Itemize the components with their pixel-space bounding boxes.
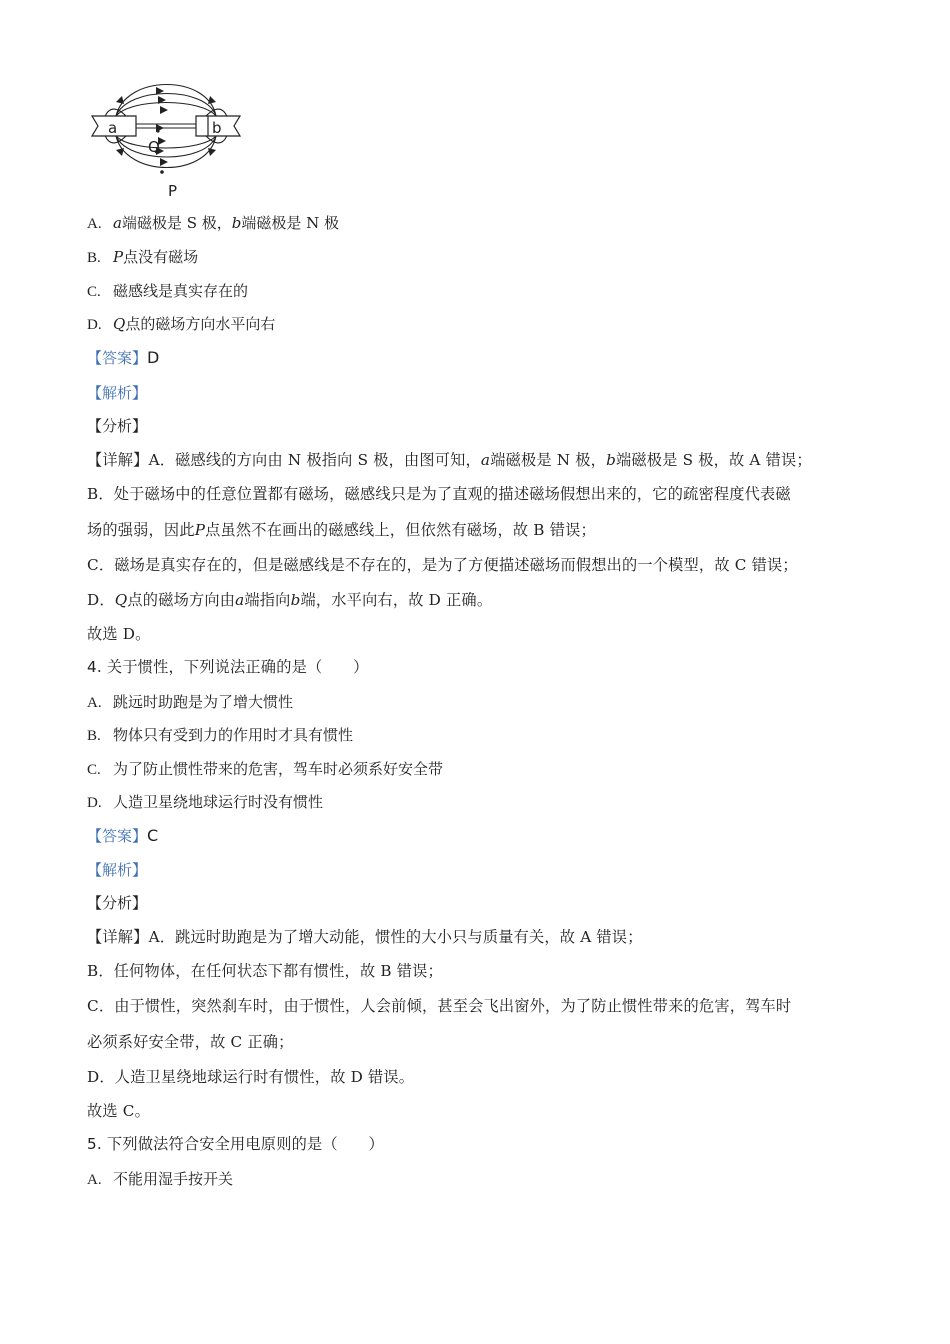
q4-option-b: B. 物体只有受到力的作用时才具有惯性 <box>87 726 354 744</box>
q5-option-a: A. 不能用湿手按开关 <box>87 1170 234 1188</box>
q3-detail-c: C．磁场是真实存在的，但是磁感线是不存在的，是为了方便描述磁场而假想出的一个模型，故 C 错误； <box>87 556 798 574</box>
q4-detail-a: 【详解】A．跳远时助跑是为了增大动能，惯性的大小只与质量有关，故 A 错误； <box>87 928 643 946</box>
q3-option-b: B. P点没有磁场 <box>87 248 199 266</box>
label-p: P <box>168 182 178 200</box>
q3-option-d: D. Q点的磁场方向水平向右 <box>87 315 276 333</box>
q4-option-a: A. 跳远时助跑是为了增大惯性 <box>87 693 294 711</box>
label-q: Q <box>148 138 160 156</box>
q3-detail-b-line2: 场的强弱，因此P点虽然不在画出的磁感线上，但依然有磁场，故 B 错误； <box>87 521 596 539</box>
label-a: a <box>108 119 118 137</box>
q3-detail-d: D．Q点的磁场方向由a端指向b端，水平向右，故 D 正确。 <box>87 591 493 609</box>
magnet-b <box>196 116 240 137</box>
field-line <box>116 136 216 148</box>
q4-detail-b: B．任何物体，在任何状态下都有惯性，故 B 错误； <box>87 962 443 980</box>
q4-conclusion: 故选 C。 <box>87 1102 151 1120</box>
q5-stem: 5. 下列做法符合安全用电原则的是（ ） <box>87 1135 384 1153</box>
q3-detail-a: 【详解】A．磁感线的方向由 N 极指向 S 极，由图可知，a端磁极是 N 极，b端磁极是 S 极，故 A 错误； <box>87 451 812 469</box>
q4-detail-d: D．人造卫星绕地球运行时有惯性，故 D 错误。 <box>87 1068 415 1086</box>
q4-jiexi-heading: 【解析】 <box>87 861 148 879</box>
q3-detail-b-line1: B．处于磁场中的任意位置都有磁场，磁感线只是为了直观的描述磁场假想出来的，它的疏密程度代表磁 <box>87 485 791 503</box>
q4-detail-c-line2: 必须系好安全带，故 C 正确； <box>87 1033 294 1051</box>
q3-option-c: C. 磁感线是真实存在的 <box>87 282 249 300</box>
field-line <box>116 94 216 117</box>
q3-jiexi-heading: 【解析】 <box>87 384 148 402</box>
q3-option-a: A. a端磁极是 S 极，b端磁极是 N 极 <box>87 214 340 232</box>
magnet-a <box>92 116 136 137</box>
field-line <box>116 136 216 157</box>
q3-answer: 【答案】D <box>87 348 160 367</box>
q4-answer: 【答案】C <box>87 826 159 845</box>
q3-conclusion: 故选 D。 <box>87 625 151 643</box>
q4-stem: 4. 关于惯性，下列说法正确的是（ ） <box>87 658 369 676</box>
q4-option-d: D. 人造卫星绕地球运行时没有惯性 <box>87 793 324 811</box>
q4-fenxi-heading: 【分析】 <box>87 894 148 912</box>
label-b: b <box>212 119 222 137</box>
q3-fenxi-heading: 【分析】 <box>87 417 148 435</box>
q4-detail-c-line1: C．由于惯性，突然刹车时，由于惯性，人会前倾，甚至会飞出窗外，为了防止惯性带来的危害，驾车时 <box>87 997 792 1015</box>
q4-option-c: C. 为了防止惯性带来的危害，驾车时必须系好安全带 <box>87 760 444 778</box>
magnetic-field-figure <box>86 76 246 200</box>
